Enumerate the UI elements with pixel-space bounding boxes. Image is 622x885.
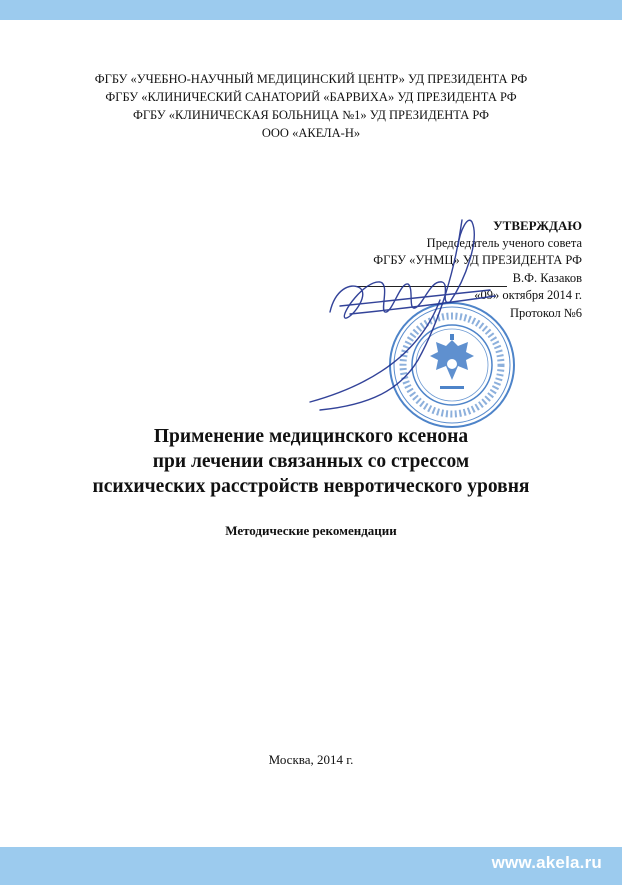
- bottom-color-band: [0, 847, 622, 885]
- approval-date: «09» октября 2014 г.: [474, 288, 582, 303]
- approval-date-day: 09: [480, 288, 493, 303]
- approver-name: В.Ф. Казаков: [512, 270, 582, 285]
- approval-heading: УТВЕРЖДАЮ: [493, 218, 582, 233]
- handwritten-signature-icon: [290, 210, 520, 420]
- top-color-band: [0, 0, 622, 20]
- organization-line: ФГБУ «УЧЕБНО-НАУЧНЫЙ МЕДИЦИНСКИЙ ЦЕНТР» УД ПРЕЗИДЕНТА РФ: [94, 72, 528, 86]
- approver-organization: ФГБУ «УНМЦ» УД ПРЕЗИДЕНТА РФ: [373, 253, 582, 268]
- approver-position: Председатель ученого совета: [426, 235, 582, 250]
- approval-protocol: Протокол №6: [510, 305, 582, 320]
- organization-line: ООО «АКЕЛА-Н»: [261, 126, 361, 140]
- document-title: [0, 424, 622, 499]
- place-and-year: Москва, 2014 г.: [268, 752, 354, 767]
- title-line: при лечении связанных со стрессом: [152, 451, 470, 472]
- organizations-header: [0, 70, 622, 142]
- website-link[interactable]: www.akela.ru: [491, 853, 602, 872]
- title-line: психических расстройств невротического уровня: [92, 476, 530, 497]
- organization-line: ФГБУ «КЛИНИЧЕСКИЙ САНАТОРИЙ «БАРВИХА» УД ПРЕЗИДЕНТА РФ: [105, 90, 517, 104]
- title-line: Применение медицинского ксенона: [153, 426, 469, 447]
- document-subtitle: Методические рекомендации: [225, 523, 397, 538]
- organization-line: ФГБУ «КЛИНИЧЕСКАЯ БОЛЬНИЦА №1» УД ПРЕЗИДЕНТА РФ: [132, 108, 490, 122]
